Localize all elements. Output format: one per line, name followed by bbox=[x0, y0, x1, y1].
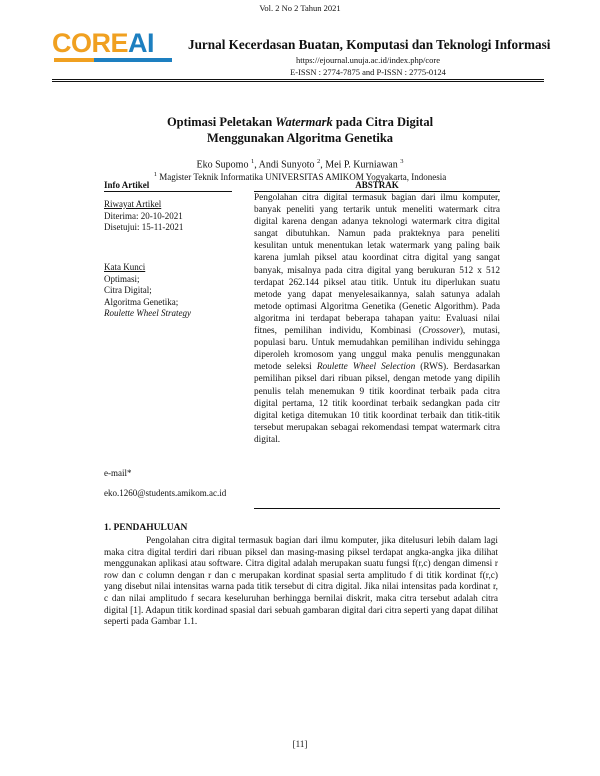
author-list: Eko Supomo $^1$, Andi Sunyoto $^2$, Mei P. Kurniawan $^3$ bbox=[196, 158, 404, 171]
abstract-divider bbox=[254, 508, 500, 509]
section-heading: 1. PENDAHULUAN bbox=[104, 523, 188, 533]
journal-logo bbox=[52, 28, 180, 68]
logo-wordmark: COREAI bbox=[52, 28, 155, 58]
history-label: Riwayat Artikel bbox=[104, 199, 162, 209]
page-number: [11] bbox=[292, 739, 308, 749]
keyword: Citra Digital; bbox=[104, 285, 152, 295]
email-address[interactable]: eko.1260@students.amikom.ac.id bbox=[104, 488, 227, 498]
paper-title: Optimasi Peletakan Watermark pada Citra Digital Menggunakan Algoritma Genetika bbox=[166, 115, 434, 145]
received-date: Diterima: 20-10-2021 bbox=[104, 210, 183, 221]
article-history bbox=[104, 199, 232, 234]
abstract-heading: ABSTRAK bbox=[254, 180, 500, 192]
keyword: Algoritma Genetika; bbox=[104, 296, 179, 307]
journal-title: Jurnal Kecerdasan Buatan, Komputasi dan Teknologi Informasi bbox=[188, 37, 551, 52]
paragraph: Pengolahan citra digital termasuk bagian dari ilmu komputer, jika ditelusuri lebih dalam lagi maka citra digital terdiri dari ribuan piksel dan masing-masing piksel terdapat angka-angka jika dilihat menggunakan aplikasi atau software. Citra digital adalah merupakan suatu fungsi f(r,c) dengan dimensi r row dan c column dengan r dan c merupakan kordinat spasial serta amplitudo f di titik kordinat f(r,c) yang disebut nilai intensitas warna pada titik tersebut di citra digital. Jika nilai intensitas pada kordinat r, c dan nilai amplitudo f secara keseluruhan berhingga bernilai diskrit, maka citra tersebut adalah citra digital [1]. Adapun titik kordinad spasial dari sebuah gambaran digital dari citra seperti yang dapat dilihat seperti pada Gambar 1.1. bbox=[104, 536, 498, 628]
info-heading: Info Artikel bbox=[104, 180, 232, 192]
journal-issn: E-ISSN : 2774-7875 and P-ISSN : 2775-0124 bbox=[290, 67, 446, 77]
affiliation: $^1$ Magister Teknik Informatika UNIVERSITAS AMIKOM Yogyakarta, Indonesia bbox=[153, 171, 447, 182]
volume-line: Vol. 2 No 2 Tahun 2021 bbox=[259, 3, 341, 13]
accepted-date: Disetujui: 15-11-2021 bbox=[104, 222, 184, 232]
keyword: Optimasi; bbox=[104, 273, 140, 284]
keywords-label: Kata Kunci bbox=[104, 262, 146, 272]
author-name: Eko Supomo bbox=[196, 159, 251, 171]
email-label: e-mail* bbox=[104, 468, 132, 478]
journal-url[interactable]: https://ejournal.unuja.ac.id/index.php/core bbox=[296, 55, 440, 65]
section-body bbox=[104, 536, 498, 629]
author-name: Mei P. Kurniawan bbox=[325, 159, 401, 171]
header-divider-secondary bbox=[52, 81, 544, 82]
author-name: Andi Sunyoto bbox=[258, 159, 317, 171]
keyword: Roulette Wheel Strategy bbox=[104, 308, 191, 318]
logo-underline-accent bbox=[54, 58, 94, 62]
keywords-block bbox=[104, 262, 232, 320]
abstract-text: Pengolahan citra digital termasuk bagian dari ilmu komputer, banyak peneliti yang tertarik untuk meneliti watermark citra digital karena dengan adanya teknologi watermark citra digital sangat dibutuhkan. Namun pada prakteknya para peneliti kesulitan untuk menentukan letak watermark yang paling baik karena jumlah piksel atau koordinat citra digital yang sangat banyak, misalnya pada citra digital yang berukuran 512 x 512 terdapat 262.144 piksel atau titik. Untuk itu diperlukan suatu metode yang dapat menyelesaikannya, salah satunya adalah metode optimasi Algoritma Genetika (Genetic Algorithm). Pada algoritma ini terdapat beberapa tahapan yaitu: Evaluasi nilai fitnes, pemilihan individu, Kombinasi (Crossover), mutasi, populasi baru. Untuk memudahkan pemilihan individu sehingga diperoleh kromosom yang unggul maka penulis menggunakan metode seleksi Roulette Wheel Selection (RWS). Berdasarkan pemilihan piksel dari ribuan piksel, dengan metode yang dipilih penulis telah menemukan 9 titik koordinat terbaik pada citra digital pertama, 12 titik koordinat terbaik sedangkan pada citr digital ketiga ditemukan 10 titik koordinat terbaik dan titik-titik tersebut merupakan sebagai rekomendasi tempat watermark citra digital. bbox=[254, 193, 501, 445]
header-divider bbox=[52, 79, 544, 80]
